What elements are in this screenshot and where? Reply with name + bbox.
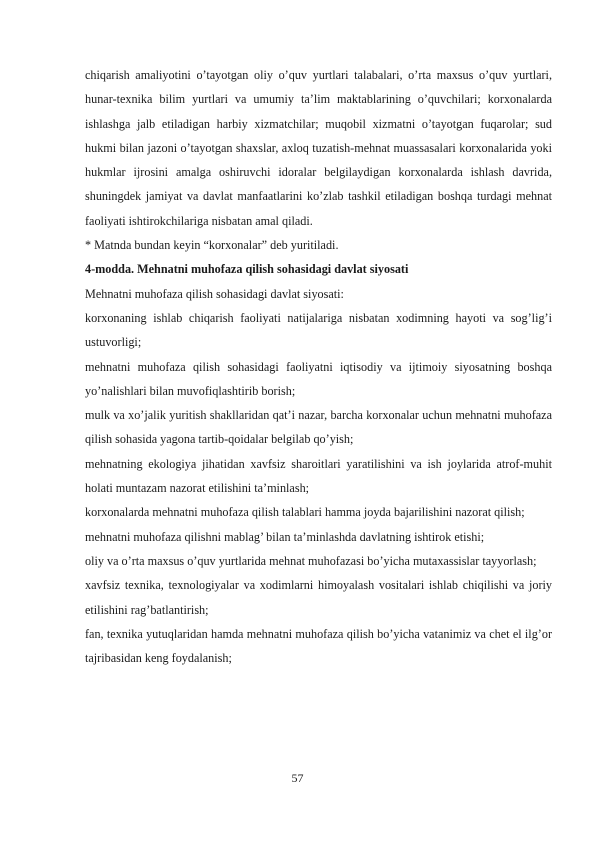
document-body xyxy=(85,63,552,670)
list-item: oliy va o’rta maxsus o’quv yurtlarida mehnat muhofazasi bo’yicha mutaxassislar tayyorlash; xyxy=(85,553,537,568)
list-item: mehnatni muhofaza qilishni mablag’ bilan ta’minlashda davlatning ishtirok etishi; xyxy=(85,529,485,544)
list-item: korxonalarda mehnatni muhofaza qilish talablari hamma joyda bajarilishini nazorat qilish; xyxy=(85,505,525,520)
list-item: korxonaning ishlab chiqarish faoliyati natijalariga nisbatan xodimning hayoti va sog’lig’i ustuvorligi; xyxy=(85,310,552,350)
page-number: 57 xyxy=(291,771,304,785)
list-item: mulk va xo’jalik yuritish shakllaridan qat’i nazar, barcha korxonalar uchun mehnatni muhofaza qilish sohasida yagona tartib-qoidalar belgilab qo’yish; xyxy=(85,408,552,447)
list-item: mehnatni muhofaza qilish sohasidagi faoliyatni iqtisodiy va ijtimoiy siyosatning boshqa yo’nalishlari bilan muvofiqlashtirib borish; xyxy=(85,359,552,398)
footnote-korxonalar: * Matnda bundan keyin “korxonalar” deb yuritiladi. xyxy=(85,238,339,253)
paragraph-intro: Mehnatni muhofaza qilish sohasidagi davlat siyosati: xyxy=(85,286,344,301)
paragraph-scope-continuation: chiqarish amaliyotini o’tayotgan oliy o’quv yurtlari talabalari, o’rta maxsus o’quv yurtlari, hunar-texnika bilim yurtlari va umumiy ta’lim maktablarining o’quvchilari; korxonalarda ishlashga jalb etiladigan harbiy xizmatchilar; muqobil xizmatni o’tayotgan fuqarolar; sud hukmi bilan jazoni o’tayotgan shaxslar, axloq tuzatish-mehnat muassasalari korxonalarida yoki hukmlar ijrosini amalga oshiruvchi idoralar belgilaydigan korxonalarda ishlash davrida, shuningdek jamiyat va davlat manfaatlarini ko’zlab tashkil etiladigan boshqa turdagi mehnat faoliyati ishtirokchilariga nisbatan amal qiladi. xyxy=(85,68,552,228)
list-item: fan, texnika yutuqlaridan hamda mehnatni muhofaza qilish bo’yicha vatanimiz va chet el ilg’or tajribasidan keng foydalanish; xyxy=(85,626,552,666)
list-item: xavfsiz texnika, texnologiyalar va xodimlarni himoyalash vositalari ishlab chiqilishi va joriy etilishini rag’batlantirish; xyxy=(85,578,552,617)
list-item: mehnatning ekologiya jihatidan xavfsiz sharoitlari yaratilishini va ish joylarida atrof-muhit holati muntazam nazorat etilishini ta’minlash; xyxy=(85,456,552,496)
article-heading: 4-modda. Mehnatni muhofaza qilish sohasidagi davlat siyosati xyxy=(85,262,409,277)
